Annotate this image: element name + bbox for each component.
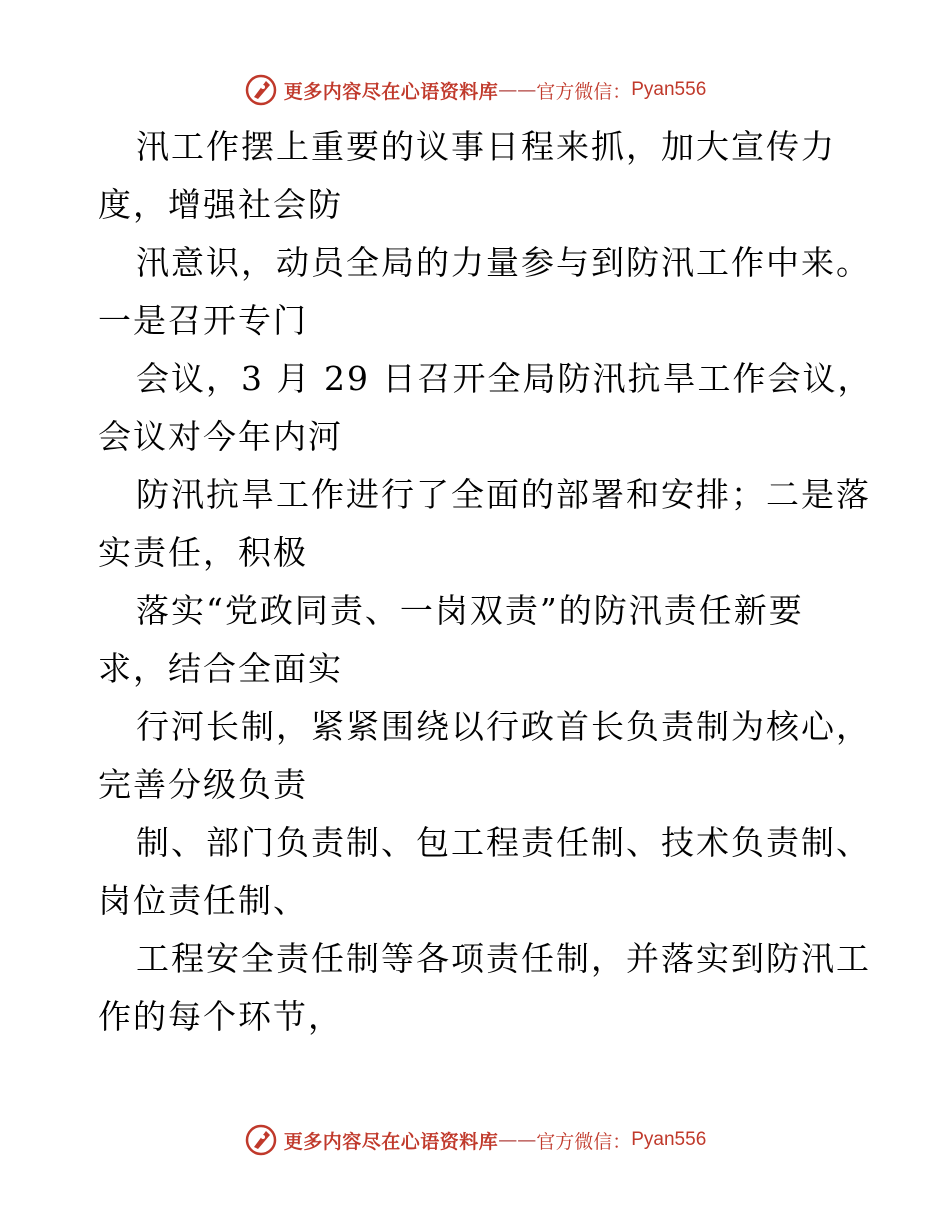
body-line: 会议，3 月 29 日召开全局防汛抗旱工作会议， — [136, 359, 873, 398]
footer-site-text: 更多内容尽在心语资料库 — [283, 1130, 499, 1153]
header-site-text: 更多内容尽在心语资料库 — [283, 80, 499, 103]
body-line: 度，增强社会防 — [98, 185, 343, 224]
body-line: 岗位责任制、 — [98, 881, 308, 920]
header-wechat-label: 官方微信： — [536, 80, 632, 103]
body-line: 作的每个环节， — [98, 997, 343, 1036]
footer-wechat-id: Pyan556 — [631, 1129, 707, 1150]
body-line: 会议对今年内河 — [98, 417, 343, 456]
body-line: 求，结合全面实 — [98, 649, 343, 688]
header-wechat-id: Pyan556 — [631, 79, 707, 100]
header-banner — [0, 70, 950, 110]
body-line: 防汛抗旱工作进行了全面的部署和安排；二是落 — [136, 475, 871, 514]
body-line: 完善分级负责 — [98, 765, 308, 804]
body-line: 一是召开专门 — [98, 301, 308, 340]
header-dash: —— — [498, 79, 537, 101]
footer-wechat-label: 官方微信： — [536, 1130, 632, 1153]
footer-banner — [0, 1120, 950, 1160]
document-body — [98, 118, 873, 1046]
pen-logo-icon — [244, 1123, 278, 1157]
body-line: 落实“党政同责、一岗双责”的防汛责任新要 — [136, 591, 804, 630]
body-line: 汛意识，动员全局的力量参与到防汛工作中来。 — [136, 243, 871, 282]
body-line: 实责任，积极 — [98, 533, 308, 572]
footer-dash: —— — [498, 1129, 537, 1151]
body-line: 工程安全责任制等各项责任制，并落实到防汛工 — [136, 939, 871, 978]
body-line: 汛工作摆上重要的议事日程来抓，加大宣传力 — [136, 127, 836, 166]
body-line: 行河长制，紧紧围绕以行政首长负责制为核心， — [136, 707, 871, 746]
body-line: 制、部门负责制、包工程责任制、技术负责制、 — [136, 823, 871, 862]
pen-logo-icon — [244, 73, 278, 107]
